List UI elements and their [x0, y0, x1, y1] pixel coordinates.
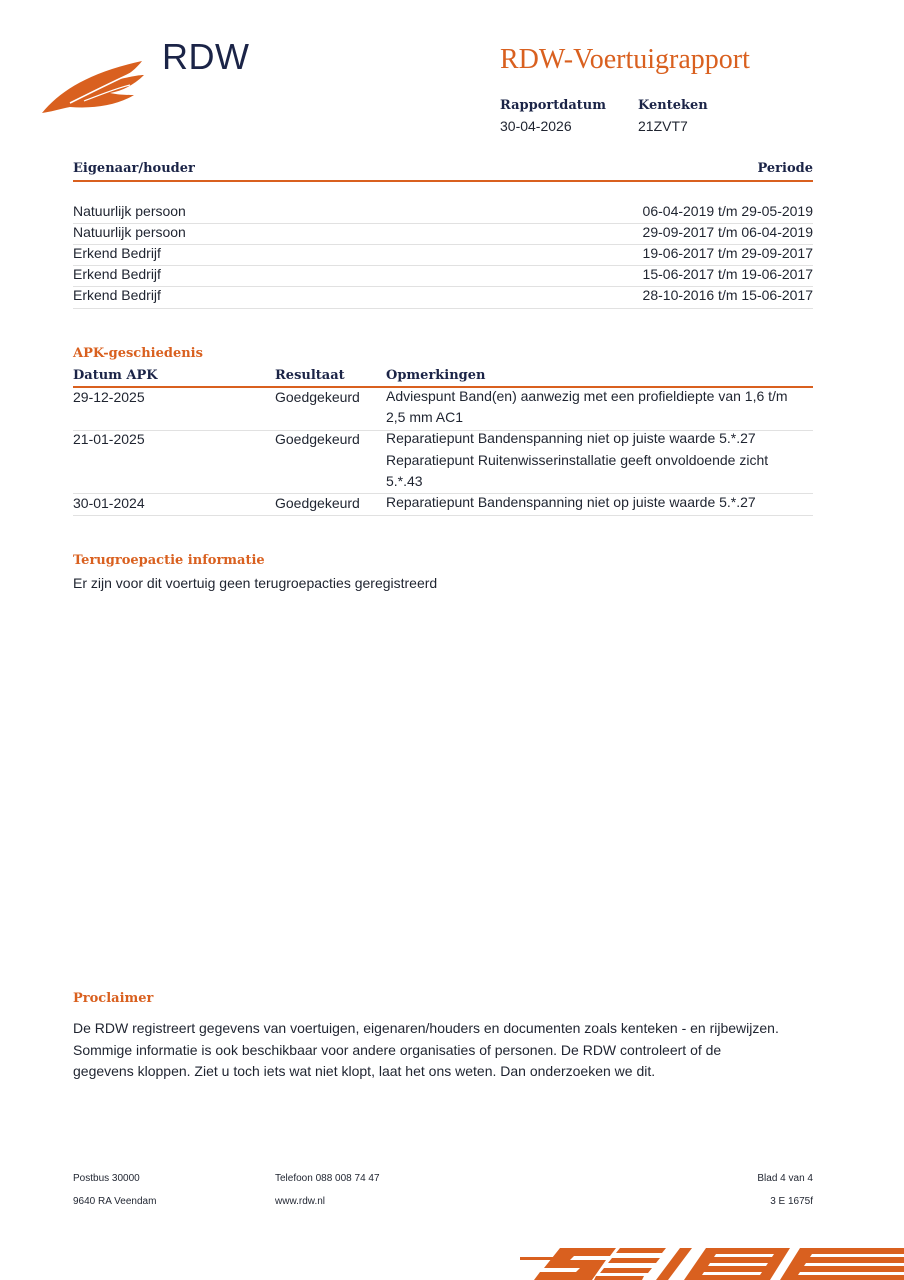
period-column-header: Periode: [757, 161, 813, 176]
footer-postcode: 9640 RA Veendam: [73, 1196, 157, 1207]
footer-phone: Telefoon 088 008 74 47: [275, 1173, 380, 1184]
recall-section-title: Terugroepactie informatie: [73, 553, 265, 568]
apk-remarks-column-header: Opmerkingen: [386, 368, 486, 383]
rdw-logo-icon: [40, 55, 160, 117]
apk-result: Goedgekeurd: [275, 431, 360, 447]
owner-row: [73, 264, 813, 285]
apk-remark: Reparatiepunt Bandenspanning niet op juiste waarde 5.*.27: [386, 494, 756, 510]
owner-row: [73, 222, 813, 243]
footer-page-number: Blad 4 van 4: [757, 1173, 813, 1184]
owner-period: 15-06-2017 t/m 19-06-2017: [642, 266, 813, 282]
owner-row: [73, 243, 813, 264]
logo-text: RDW: [162, 36, 250, 77]
owner-type: Natuurlijk persoon: [73, 203, 186, 219]
owner-period: 28-10-2016 t/m 15-06-2017: [642, 287, 813, 303]
apk-result-column-header: Resultaat: [275, 368, 345, 383]
apk-date: 21-01-2025: [73, 431, 145, 447]
owner-type: Erkend Bedrijf: [73, 245, 161, 261]
footer-code: 3 E 1675f: [770, 1196, 813, 1207]
owner-type: Natuurlijk persoon: [73, 224, 186, 240]
footer-website[interactable]: www.rdw.nl: [275, 1196, 326, 1207]
apk-section-title: APK-geschiedenis: [73, 346, 203, 361]
proclaimer-title: Proclaimer: [73, 991, 154, 1006]
owner-type: Erkend Bedrijf: [73, 266, 161, 282]
apk-date-column-header: Datum APK: [73, 368, 158, 383]
report-title: RDW-Voertuigrapport: [500, 44, 750, 75]
plate-label: Kenteken: [638, 98, 708, 113]
owner-type: Erkend Bedrijf: [73, 287, 161, 303]
owner-period: 06-04-2019 t/m 29-05-2019: [642, 203, 813, 219]
owner-period: 29-09-2017 t/m 06-04-2019: [642, 224, 813, 240]
plate-value: 21ZVT7: [638, 118, 688, 134]
report-date-label: Rapportdatum: [500, 98, 606, 113]
apk-result: Goedgekeurd: [275, 389, 360, 405]
owner-row: [73, 201, 813, 222]
owner-period: 19-06-2017 t/m 29-09-2017: [642, 245, 813, 261]
report-date-value: 30-04-2026: [500, 118, 572, 134]
row-divider: [73, 308, 813, 309]
owner-column-header: Eigenaar/houder: [73, 161, 195, 176]
rdw-speed-stripes-icon: [520, 1244, 904, 1280]
proclaimer-text: De RDW registreert gegevens van voertuigen, eigenaren/houders en documenten zoals kenteken - en rijbewijzen. Sommige informatie is ook beschikbaar voor andere organisaties of personen. De RDW controleert of de gegevens kloppen. Ziet u toch iets wat niet klopt, laat het ons weten. Dan onderzoeken we dit.: [73, 1020, 779, 1079]
row-divider: [73, 515, 813, 516]
apk-date: 29-12-2025: [73, 389, 145, 405]
owner-row: [73, 285, 813, 306]
owner-header-rule: [73, 180, 813, 182]
apk-result: Goedgekeurd: [275, 495, 360, 511]
recall-text: Er zijn voor dit voertuig geen terugroepacties geregistreerd: [73, 575, 438, 591]
apk-remark: Adviespunt Band(en) aanwezig met een profieldiepte van 1,6 t/m 2,5 mm AC1: [386, 388, 788, 425]
apk-date: 30-01-2024: [73, 495, 145, 511]
apk-remark: Reparatiepunt Bandenspanning niet op juiste waarde 5.*.27: [386, 430, 756, 446]
apk-remark: Reparatiepunt Ruitenwisserinstallatie geeft onvoldoende zicht 5.*.43: [386, 452, 769, 489]
footer-postbus: Postbus 30000: [73, 1173, 140, 1184]
